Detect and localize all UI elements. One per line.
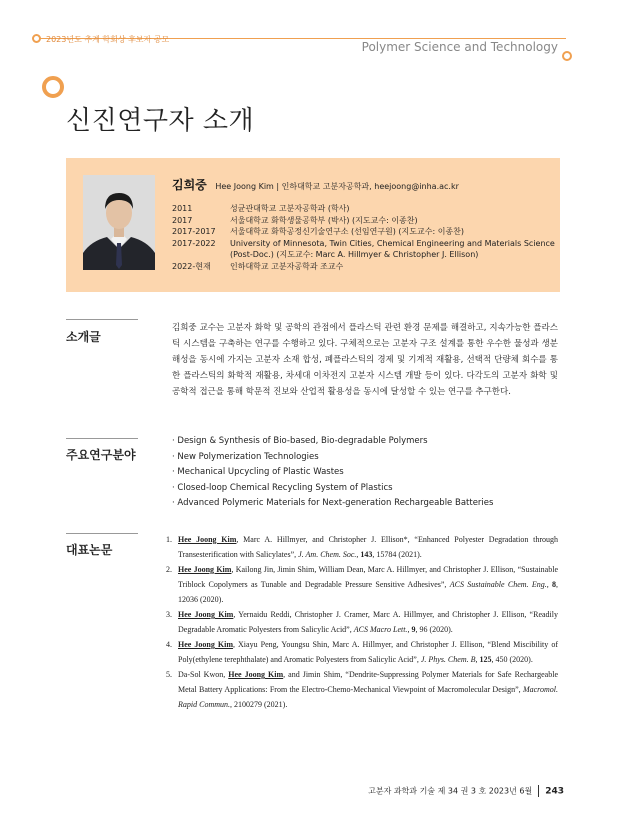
publication-tail: , 12036 (2020). [178, 580, 559, 604]
section-label-pubs: 대표논문 [66, 543, 113, 557]
education-list [172, 203, 570, 272]
page-number: 243 [545, 786, 564, 797]
section-label-research: 주요연구분야 [66, 448, 136, 462]
education-desc: 서울대학교 화학생물공학부 (박사) (지도교수: 이종찬) [230, 215, 418, 225]
publication-list [166, 532, 558, 712]
publication-number: 4. [166, 640, 172, 649]
publication-item [166, 532, 558, 562]
publication-author-highlight: Hee Joong Kim [228, 670, 284, 679]
publication-rest: , Yernaidu Reddi, Christopher J. Cramer, Marc A. Hillmyer, and Christopher J. Ellison, “Readily Degradable Aromatic Polyesters from Salicylic Acid”, [178, 610, 558, 634]
publication-number: 5. [166, 670, 172, 679]
research-item: · Closed-loop Chemical Recycling System of Plastics [172, 481, 493, 497]
education-year: 2017 [172, 215, 193, 225]
page-footer [368, 785, 564, 797]
profile-name: 김희중 [172, 178, 207, 192]
education-desc: 서울대학교 화학공정신기술연구소 (선임연구원) (지도교수: 이종찬) [230, 227, 465, 236]
section-label-intro: 소개글 [66, 330, 101, 344]
publication-volume: 143 [360, 550, 373, 559]
profile-info: Hee Joong Kim | 인하대학교 고분자공학과, heejoong@inha.ac.kr [215, 182, 459, 191]
publication-rest: , Marc A. Hillmyer, and Christopher J. Ellison*, “Enhanced Polyester Degradation through Transesterification with Salicylates”, [178, 535, 559, 559]
section-rule-pubs [66, 533, 138, 534]
publication-author-highlight: Hee Joong Kim [178, 565, 232, 574]
publication-text [178, 667, 558, 712]
education-item [172, 215, 570, 227]
publication-journal: ACS Macro Lett. [353, 625, 408, 634]
ring-decoration-left [32, 34, 41, 43]
publication-rest: , and Jimin Shim, “Dendrite-Suppressing Polymer Materials for Safe Rechargeable Metal Battery Applications: From the Electro-Chemo-Mechanical Viewpoint of Macromolecular Design”, [178, 670, 558, 694]
education-item [172, 203, 570, 215]
journal-header: Polymer Science and Technology [361, 40, 558, 54]
profile-name-line [172, 176, 459, 193]
education-desc: 성균관대학교 고분자공학과 (학사) [230, 204, 350, 213]
education-year: 2017-2022 [172, 238, 216, 248]
education-item [172, 238, 570, 261]
research-item: · New Polymerization Technologies [172, 450, 493, 466]
publication-number: 3. [166, 610, 172, 619]
research-item: · Advanced Polymeric Materials for Next-generation Rechargeable Batteries [172, 496, 493, 512]
education-item [172, 261, 570, 273]
publication-tail: , 2100279 (2021). [230, 700, 288, 709]
education-year: 2022-현재 [172, 261, 211, 271]
publication-item [166, 637, 558, 667]
publication-tail: , 450 (2020). [491, 655, 533, 664]
publication-text: Hee Joong Kim, Marc A. Hillmyer, and Christopher J. Ellison*, “Enhanced Polyester Degradation through Transesterification with Salicylates”, J. Am. Chem. Soc., 143, 15784 (2021). [178, 535, 559, 559]
publication-item [166, 607, 558, 637]
publication-tail: , 15784 (2021). [372, 550, 422, 559]
publication-rest: , Kailong Jin, Jimin Shim, William Dean, Marc A. Hillmyer, and Christopher J. Ellison, “Sustainable Triblock Copolymers as Tunable and Degradable Pressure Sensitive Adhesives”, [178, 565, 558, 589]
ring-decoration-right [562, 51, 572, 61]
publication-text: Hee Joong Kim, Xiayu Peng, Youngsu Shin, Marc A. Hillmyer, and Christopher J. Ellison, “Blend Miscibility of Poly(ethylene terephthalate) and Aromatic Polyesters from Salicylic Acid”, J. Phys. Chem. B, 125, 450 (2020). [178, 640, 558, 664]
research-item: · Mechanical Upcycling of Plastic Wastes [172, 465, 493, 481]
publication-text: Hee Joong Kim, Yernaidu Reddi, Christopher J. Cramer, Marc A. Hillmyer, and Christopher J. Ellison, “Readily Degradable Aromatic Polyesters from Salicylic Acid”, ACS Macro Lett., 9, 96 (2020). [178, 610, 558, 634]
publication-journal: J. Am. Chem. Soc. [298, 550, 357, 559]
publication-item [166, 667, 558, 712]
publication-author-highlight: Hee Joong Kim [178, 640, 233, 649]
publication-volume: 125 [479, 655, 492, 664]
publication-number: 2. [166, 565, 172, 574]
section-rule-intro [66, 319, 138, 320]
publication-pre: Da-Sol Kwon, [178, 670, 229, 679]
intro-paragraph: 김희중 교수는 고분자 화학 및 공학의 관점에서 플라스틱 관련 환경 문제를 해결하고, 지속가능한 플라스틱 시스템을 구축하는 연구를 수행하고 있다. 구체적으로는 고분자 구조 설계를 통한 우수한 물성과 생분해성을 동시에 가지는 고분자 소재 합성, 폐플라스틱의 경제 및 기계적 재활용, 선택적 단량체 회수를 통한 플라스틱의 화학적 재활용, 차세대 이차전지 고분자 시스템 개발 등이 있다. 다각도의 고분자 화학 및 공학적 접근을 통해 학문적 진보와 산업적 활용성을 동시에 달성할 수 있는 연구를 추구한다. [172, 323, 558, 397]
publication-author-highlight: Hee Joong Kim [178, 535, 237, 544]
publication-volume: 8 [552, 580, 557, 589]
header-left-text: 2023년도 추계 학회상 후보자 공모 [46, 35, 170, 44]
research-list [172, 434, 493, 512]
education-year: 2011 [172, 204, 193, 213]
publication-journal: J. Phys. Chem. B [420, 655, 476, 664]
publication-volume: 9 [411, 625, 416, 634]
page-title: 신진연구자 소개 [66, 106, 255, 136]
footer-citation: 고분자 과학과 기술 제 34 권 3 호 2023년 6월 [368, 786, 533, 796]
education-year: 2017-2017 [172, 227, 216, 236]
publication-number: 1. [166, 535, 172, 544]
education-desc: 인하대학교 고분자공학과 조교수 [230, 261, 344, 271]
portrait-image [83, 175, 155, 270]
publication-item [166, 562, 558, 607]
education-desc: University of Minnesota, Twin Cities, Chemical Engineering and Materials Science (Post-Doc.) (지도교수: Marc A. Hillmyer & Christopher J. Ellison) [230, 238, 555, 259]
profile-photo [83, 175, 155, 270]
footer-separator [538, 785, 539, 797]
education-item [172, 226, 570, 238]
publication-author-highlight: Hee Joong Kim [178, 610, 234, 619]
publication-rest: , Xiayu Peng, Youngsu Shin, Marc A. Hillmyer, and Christopher J. Ellison, “Blend Miscibility of Poly(ethylene terephthalate) and Aromatic Polyesters from Salicylic Acid”, [178, 640, 558, 664]
publication-journal: ACS Sustainable Chem. Eng. [449, 580, 547, 589]
publication-text: Hee Joong Kim, Kailong Jin, Jimin Shim, William Dean, Marc A. Hillmyer, and Christopher J. Ellison, “Sustainable Triblock Copolymers as Tunable and Degradable Pressure Sensitive Adhesives”, ACS Sustainable Chem. Eng., 8, 12036 (2020). [178, 565, 559, 604]
research-item: · Design & Synthesis of Bio-based, Bio-degradable Polymers [172, 434, 493, 450]
publication-journal: Macromol. Rapid Commun. [178, 685, 558, 709]
ring-decoration-title [42, 76, 64, 98]
publication-tail: , 96 (2020). [415, 625, 453, 634]
section-rule-research [66, 438, 138, 439]
